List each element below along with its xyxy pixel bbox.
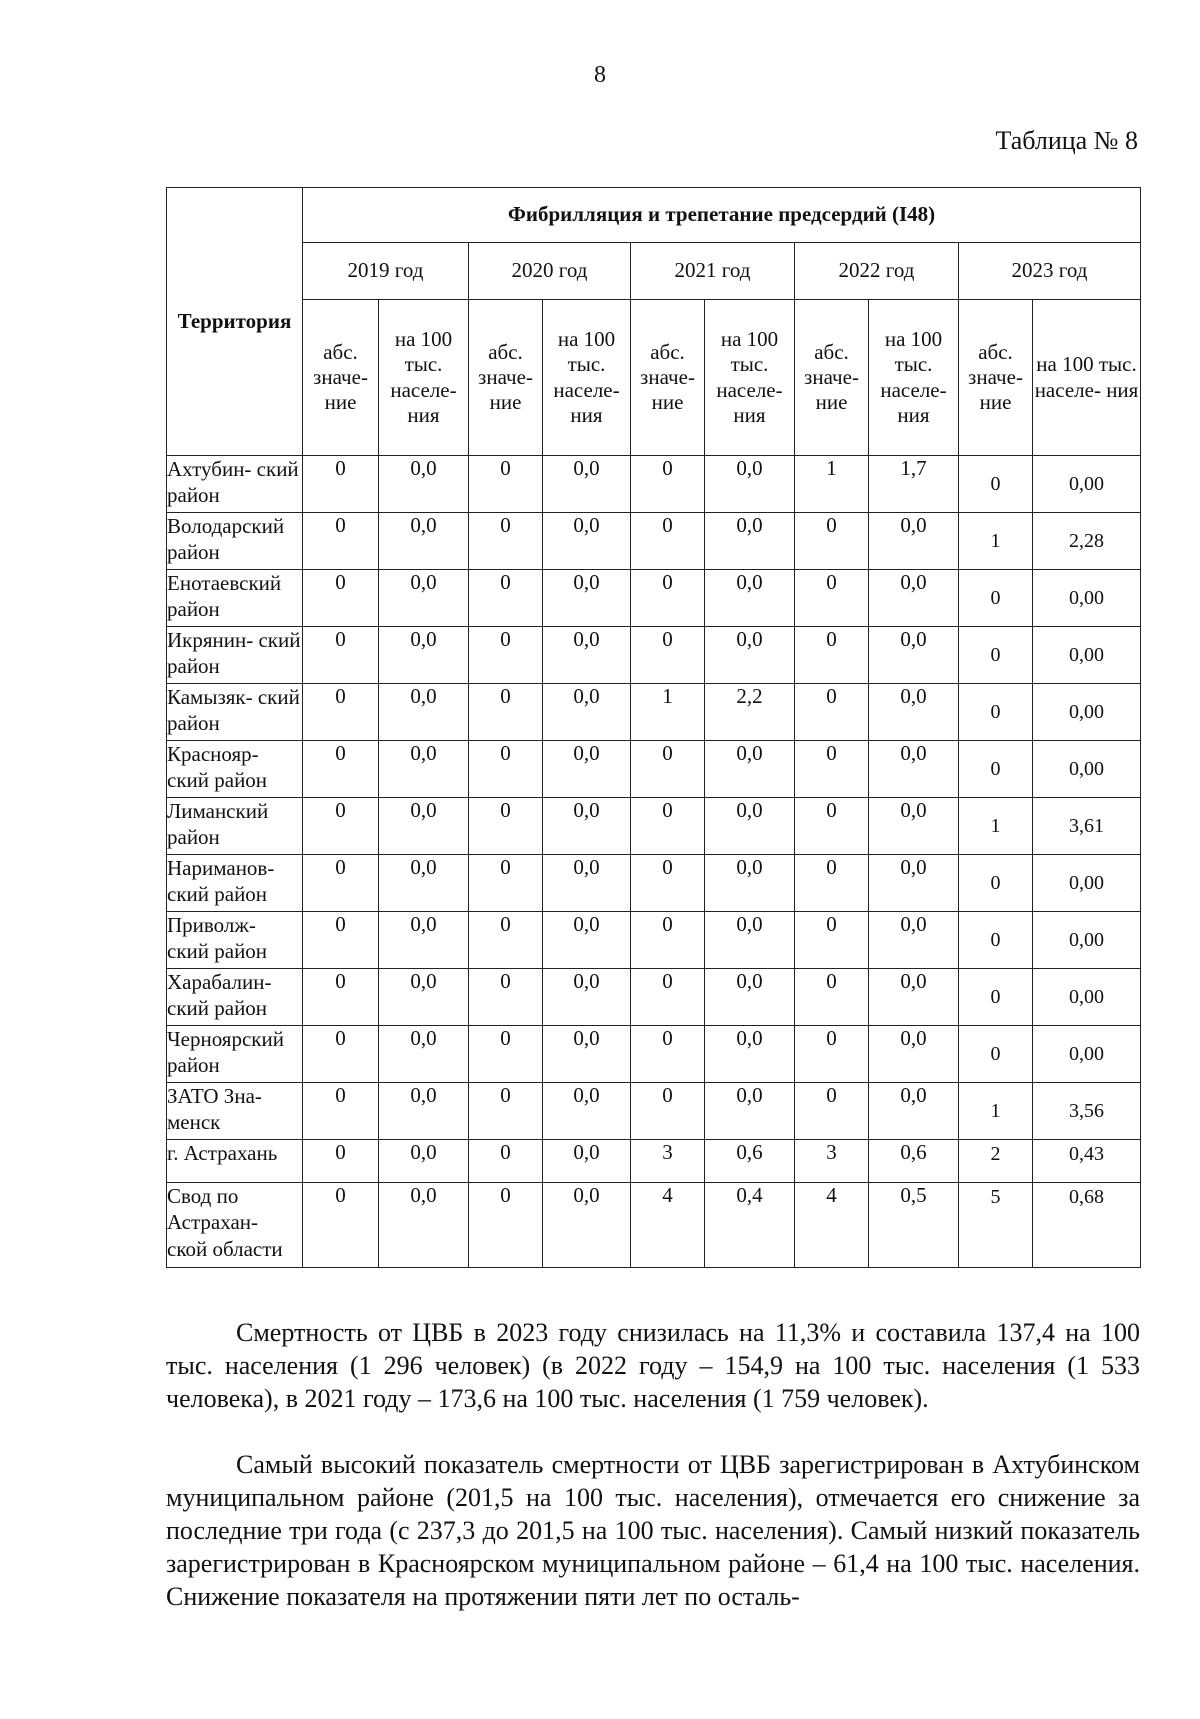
value-cell: 0,0 — [869, 684, 959, 741]
value-cell: 0 — [631, 741, 705, 798]
value-cell: 0 — [469, 627, 543, 684]
value-cell: 0 — [959, 570, 1033, 627]
value-cell: 0 — [303, 627, 379, 684]
table-row — [167, 741, 1141, 798]
value-cell: 0,0 — [869, 627, 959, 684]
header-per100: на 100 тыс. населе- ния — [869, 300, 959, 456]
value-cell: 0,0 — [379, 570, 469, 627]
value-cell: 0,0 — [543, 627, 631, 684]
value-cell: 0 — [469, 513, 543, 570]
value-cell: 0,6 — [869, 1140, 959, 1183]
value-cell: 0,0 — [543, 798, 631, 855]
header-per100: на 100 тыс. населе- ния — [379, 300, 469, 456]
value-cell: 0,0 — [705, 570, 795, 627]
territory-cell: Ахтубин- ский район — [167, 456, 303, 513]
value-cell: 0,0 — [705, 1026, 795, 1083]
header-title: Фибрилляция и трепетание предсердий (I48) — [303, 188, 1141, 243]
value-cell: 0,6 — [705, 1140, 795, 1183]
value-cell: 0 — [795, 1026, 869, 1083]
value-cell: 0,0 — [869, 855, 959, 912]
value-cell: 0 — [631, 855, 705, 912]
table-row — [167, 627, 1141, 684]
value-cell: 0,0 — [543, 1026, 631, 1083]
value-cell: 1,7 — [869, 456, 959, 513]
value-cell: 0,0 — [543, 1183, 631, 1268]
header-abs: абс. значе- ние — [469, 300, 543, 456]
table-row — [167, 912, 1141, 969]
value-cell: 0 — [631, 1083, 705, 1140]
value-cell: 0 — [795, 1083, 869, 1140]
value-cell: 0 — [303, 570, 379, 627]
value-cell: 0 — [303, 969, 379, 1026]
table-row — [167, 1026, 1141, 1083]
table-row — [167, 1083, 1141, 1140]
value-cell: 0,68 — [1033, 1183, 1141, 1268]
value-cell: 0,0 — [379, 1183, 469, 1268]
header-abs: абс. значе- ние — [795, 300, 869, 456]
value-cell: 0 — [469, 855, 543, 912]
value-cell: 0,0 — [379, 456, 469, 513]
value-cell: 0,00 — [1033, 456, 1141, 513]
value-cell: 0,00 — [1033, 912, 1141, 969]
value-cell: 0,0 — [379, 1083, 469, 1140]
header-year: 2023 год — [959, 243, 1141, 300]
value-cell: 0,4 — [705, 1183, 795, 1268]
paragraph: Смертность от ЦВБ в 2023 году снизилась на 11,3% и составила 137,4 на 100 тыс. населения (1 296 человек) (в 2022 году – 154,9 на 100 тыс. населения (1 533 человека), в 2021 году – 173,6 на 100 тыс. населения (1 759 человек). — [166, 1318, 1140, 1413]
value-cell: 0 — [303, 456, 379, 513]
value-cell: 0 — [959, 969, 1033, 1026]
value-cell: 0 — [795, 684, 869, 741]
value-cell: 0,0 — [705, 855, 795, 912]
value-cell: 0 — [469, 1183, 543, 1268]
value-cell: 0,00 — [1033, 741, 1141, 798]
value-cell: 0 — [795, 627, 869, 684]
value-cell: 0,00 — [1033, 627, 1141, 684]
value-cell: 0,0 — [705, 627, 795, 684]
value-cell: 0 — [303, 1140, 379, 1183]
value-cell: 0,0 — [869, 1026, 959, 1083]
value-cell: 0,00 — [1033, 1026, 1141, 1083]
value-cell: 4 — [795, 1183, 869, 1268]
territory-cell: Черноярский район — [167, 1026, 303, 1083]
header-abs: абс. значе- ние — [959, 300, 1033, 456]
value-cell: 0 — [469, 1026, 543, 1083]
value-cell: 0 — [631, 912, 705, 969]
value-cell: 0,0 — [869, 570, 959, 627]
table-row — [167, 798, 1141, 855]
value-cell: 0,0 — [543, 684, 631, 741]
value-cell: 0 — [469, 1140, 543, 1183]
value-cell: 0 — [469, 912, 543, 969]
territory-cell: Харабалин- ский район — [167, 969, 303, 1026]
value-cell: 0,0 — [543, 969, 631, 1026]
value-cell: 0 — [631, 513, 705, 570]
value-cell: 0,0 — [869, 1083, 959, 1140]
territory-cell: Икрянин- ский район — [167, 627, 303, 684]
value-cell: 0,0 — [379, 855, 469, 912]
value-cell: 0,00 — [1033, 969, 1141, 1026]
value-cell: 0 — [795, 855, 869, 912]
territory-cell: Нариманов- ский район — [167, 855, 303, 912]
value-cell: 0,0 — [705, 969, 795, 1026]
value-cell: 0,00 — [1033, 570, 1141, 627]
value-cell: 0 — [469, 969, 543, 1026]
header-year: 2022 год — [795, 243, 959, 300]
value-cell: 0,0 — [705, 1083, 795, 1140]
value-cell: 0 — [959, 684, 1033, 741]
value-cell: 0 — [303, 1026, 379, 1083]
value-cell: 0,0 — [705, 456, 795, 513]
value-cell: 0 — [959, 1026, 1033, 1083]
table-row — [167, 684, 1141, 741]
value-cell: 0 — [469, 1083, 543, 1140]
value-cell: 0,0 — [379, 1140, 469, 1183]
value-cell: 0 — [631, 798, 705, 855]
paragraph: Самый высокий показатель смертности от ЦВБ зарегистрирован в Ахтубинском муниципальном районе (201,5 на 100 тыс. населения), отмечается его снижение за последние три года (с 237,3 до 201,5 на 100 тыс. населения). Самый низкий показатель зарегистрирован в Красноярском муниципальном районе – 61,4 на 100 тыс. населения. Снижение показателя на протяжении пяти лет по осталь- — [166, 1450, 1140, 1611]
value-cell: 0 — [795, 570, 869, 627]
value-cell: 0,00 — [1033, 684, 1141, 741]
value-cell: 0 — [795, 912, 869, 969]
value-cell: 0 — [631, 456, 705, 513]
value-cell: 1 — [795, 456, 869, 513]
value-cell: 0 — [959, 912, 1033, 969]
table-row — [167, 1140, 1141, 1183]
value-cell: 0 — [795, 969, 869, 1026]
value-cell: 0,0 — [379, 627, 469, 684]
value-cell: 4 — [631, 1183, 705, 1268]
value-cell: 0,0 — [543, 456, 631, 513]
value-cell: 0,0 — [543, 1140, 631, 1183]
value-cell: 0 — [795, 741, 869, 798]
value-cell: 0,0 — [379, 798, 469, 855]
territory-cell: Володарский район — [167, 513, 303, 570]
value-cell: 0,0 — [543, 570, 631, 627]
value-cell: 0 — [795, 513, 869, 570]
value-cell: 1 — [959, 798, 1033, 855]
value-cell: 0,0 — [543, 855, 631, 912]
territory-cell: ЗАТО Зна- менск — [167, 1083, 303, 1140]
table-row — [167, 570, 1141, 627]
value-cell: 0,0 — [869, 969, 959, 1026]
value-cell: 2,2 — [705, 684, 795, 741]
value-cell: 0,0 — [705, 741, 795, 798]
value-cell: 0,43 — [1033, 1140, 1141, 1183]
value-cell: 3 — [631, 1140, 705, 1183]
table-body — [167, 456, 1141, 1268]
header-abs: абс. значе- ние — [631, 300, 705, 456]
value-cell: 0,0 — [543, 912, 631, 969]
value-cell: 0 — [303, 684, 379, 741]
table-row — [167, 855, 1141, 912]
value-cell: 0 — [469, 684, 543, 741]
territory-cell: Краснояр- ский район — [167, 741, 303, 798]
value-cell: 0 — [303, 798, 379, 855]
table-row — [167, 1183, 1141, 1268]
page-number: 8 — [594, 62, 606, 88]
header-per100: на 100 тыс. населе- ния — [705, 300, 795, 456]
value-cell: 0,0 — [379, 1026, 469, 1083]
header-year: 2021 год — [631, 243, 795, 300]
value-cell: 0 — [631, 570, 705, 627]
value-cell: 1 — [959, 1083, 1033, 1140]
header-per100: на 100 тыс. населе- ния — [543, 300, 631, 456]
value-cell: 0 — [303, 741, 379, 798]
value-cell: 3,56 — [1033, 1083, 1141, 1140]
territory-cell: Камызяк- ский район — [167, 684, 303, 741]
value-cell: 0 — [469, 456, 543, 513]
value-cell: 0,0 — [379, 741, 469, 798]
table-row — [167, 969, 1141, 1026]
value-cell: 3,61 — [1033, 798, 1141, 855]
value-cell: 1 — [631, 684, 705, 741]
table-row — [167, 456, 1141, 513]
value-cell: 0,0 — [543, 513, 631, 570]
value-cell: 1 — [959, 513, 1033, 570]
header-abs: абс. значе- ние — [303, 300, 379, 456]
value-cell: 0 — [959, 855, 1033, 912]
territory-cell: Лиманский район — [167, 798, 303, 855]
value-cell: 0 — [469, 798, 543, 855]
value-cell: 0 — [959, 741, 1033, 798]
territory-cell: Приволж- ский район — [167, 912, 303, 969]
value-cell: 0,0 — [869, 513, 959, 570]
value-cell: 5 — [959, 1183, 1033, 1268]
territory-cell: г. Астрахань — [167, 1140, 303, 1183]
header-year: 2020 год — [469, 243, 631, 300]
value-cell: 0,0 — [379, 513, 469, 570]
territory-cell: Свод по Астрахан- ской области — [167, 1183, 303, 1268]
value-cell: 0 — [631, 969, 705, 1026]
value-cell: 0 — [631, 627, 705, 684]
value-cell: 0 — [795, 798, 869, 855]
value-cell: 3 — [795, 1140, 869, 1183]
value-cell: 0 — [959, 627, 1033, 684]
value-cell: 0,0 — [869, 912, 959, 969]
value-cell: 0,0 — [705, 513, 795, 570]
value-cell: 0 — [303, 1183, 379, 1268]
value-cell: 0 — [631, 1026, 705, 1083]
value-cell: 0,0 — [543, 741, 631, 798]
value-cell: 0 — [303, 513, 379, 570]
value-cell: 0 — [959, 456, 1033, 513]
header-per100: на 100 тыс. населе- ния — [1033, 300, 1141, 456]
value-cell: 0,0 — [379, 969, 469, 1026]
value-cell: 2 — [959, 1140, 1033, 1183]
territory-cell: Енотаевский район — [167, 570, 303, 627]
table-row — [167, 513, 1141, 570]
value-cell: 0,5 — [869, 1183, 959, 1268]
value-cell: 0,0 — [379, 684, 469, 741]
header-territory: Территория — [167, 188, 303, 456]
value-cell: 0,0 — [705, 912, 795, 969]
value-cell: 0,0 — [869, 798, 959, 855]
value-cell: 0 — [469, 570, 543, 627]
value-cell: 0,00 — [1033, 855, 1141, 912]
value-cell: 2,28 — [1033, 513, 1141, 570]
value-cell: 0,0 — [869, 741, 959, 798]
value-cell: 0 — [469, 741, 543, 798]
value-cell: 0,0 — [705, 798, 795, 855]
value-cell: 0 — [303, 855, 379, 912]
table-caption: Таблица № 8 — [995, 126, 1138, 155]
header-year: 2019 год — [303, 243, 469, 300]
value-cell: 0 — [303, 1083, 379, 1140]
value-cell: 0 — [303, 912, 379, 969]
data-table — [166, 187, 1141, 1268]
value-cell: 0,0 — [543, 1083, 631, 1140]
value-cell: 0,0 — [379, 912, 469, 969]
